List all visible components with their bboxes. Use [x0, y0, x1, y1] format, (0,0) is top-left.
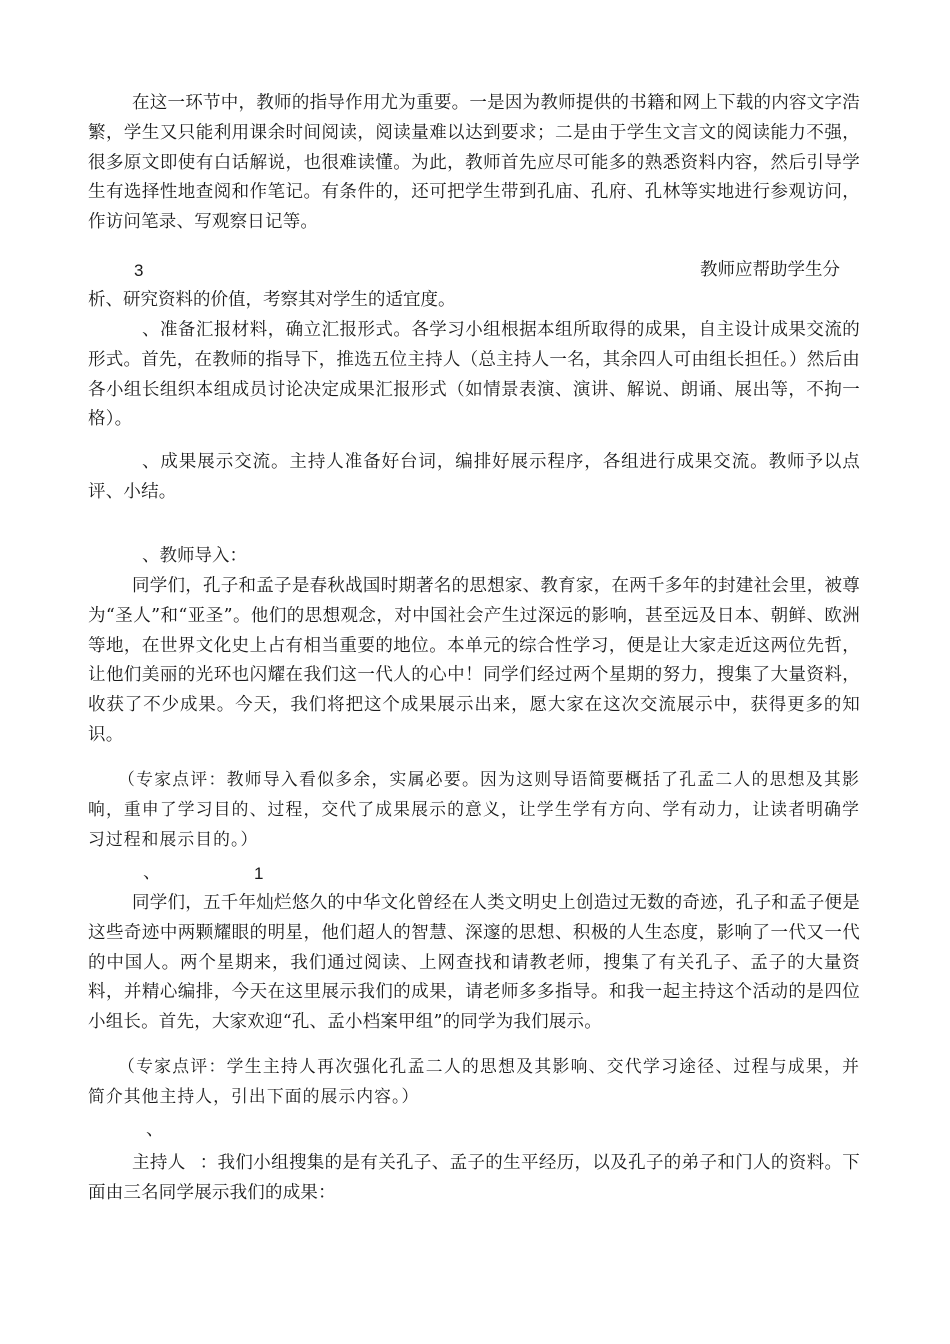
step-3-text-continued: 析、研究资料的价值，考察其对学生的适宜度。	[88, 290, 456, 310]
section-number-1: 1	[254, 864, 264, 883]
paragraph-prepare-report: 、准备汇报材料，确立汇报形式。各学习小组根据本组所取得的成果，自主设计成果交流的形式。首先，在教师的指导下，推选五位主持人（总主持人一名，其余四人可由组长担任。）然后由各小组长组织本组成员讨论决定成果汇报形式（如情景表演、演讲、解说、朗诵、展出等，不拘一格）。	[88, 320, 860, 430]
paragraph-teacher-guidance: 在这一环节中，教师的指导作用尤为重要。一是因为教师提供的书籍和网上下载的内容文字浩繁，学生又只能利用课余时间阅读，阅读量难以达到要求；二是由于学生文言文的阅读能力不强，很多原文即使有白话解说，也很难读懂。为此，教师首先应尽可能多的熟悉资料内容，然后引导学生有选择性地查阅和作笔记。有条件的，还可把学生带到孔庙、孔府、孔林等实地进行参观访问，作访问笔录、写观察日记等。	[88, 93, 860, 233]
step-number-3: 3	[134, 261, 144, 280]
paragraph-result-exchange: 、成果展示交流。主持人准备好台词，编排好展示程序，各组进行成果交流。教师予以点评、小结。	[88, 452, 860, 502]
host-label: 主持人	[132, 1153, 186, 1173]
host-statement: ：我们小组搜集的是有关孔子、孟子的生平经历，以及孔子的弟子和门人的资料。下面由三名同学展示我们的成果：	[88, 1153, 860, 1203]
paragraph-host-speech: 同学们，五千年灿烂悠久的中华文化曾经在人类文明史上创造过无数的奇迹，孔子和孟子便是这些奇迹中两颗耀眼的明星，他们超人的智慧、深邃的思想、积极的人生态度，影响了一代又一代的中国人。两个星期来，我们通过阅读、上网查找和请教老师，搜集了有关孔子、孟子的大量资料，并精心编排，今天在这里展示我们的成果，请老师多多指导。和我一起主持这个活动的是四位小组长。首先，大家欢迎“孔、孟小档案甲组”的同学为我们展示。	[88, 893, 860, 1033]
paragraph-teacher-intro-speech: 同学们，孔子和孟子是春秋战国时期著名的思想家、教育家，在两千多年的封建社会里，被尊为“圣人”和“亚圣”。他们的思想观念，对中国社会产生过深远的影响，甚至远及日本、朝鲜、欧洲等地，在世界文化史上占有相当重要的地位。本单元的综合性学习，便是让大家走近这两位先哲，让他们美丽的光环也闪耀在我们这一代人的心中！同学们经过两个星期的努力，搜集了大量资料，收获了不少成果。今天，我们将把这个成果展示出来，愿大家在这次交流展示中，获得更多的知识。	[88, 576, 860, 745]
paragraph-host-group-intro	[88, 1149, 860, 1209]
section-mark-2: 、	[146, 1120, 164, 1140]
step-3-text-start: 教师应帮助学生分	[700, 260, 840, 280]
expert-comment-2: （专家点评：学生主持人再次强化孔孟二人的思想及其影响、交代学习途径、过程与成果，并简介其他主持人，引出下面的展示内容。）	[88, 1056, 860, 1106]
section-mark: 、	[143, 863, 161, 883]
heading-teacher-intro: 、教师导入：	[142, 546, 247, 566]
expert-comment-1: （专家点评：教师导入看似多余，实属必要。因为这则导语简要概括了孔孟二人的思想及其影响，重申了学习目的、过程，交代了成果展示的意义，让学生学有方向、学有动力，让读者明确学习过程和展示目的。）	[88, 769, 860, 849]
